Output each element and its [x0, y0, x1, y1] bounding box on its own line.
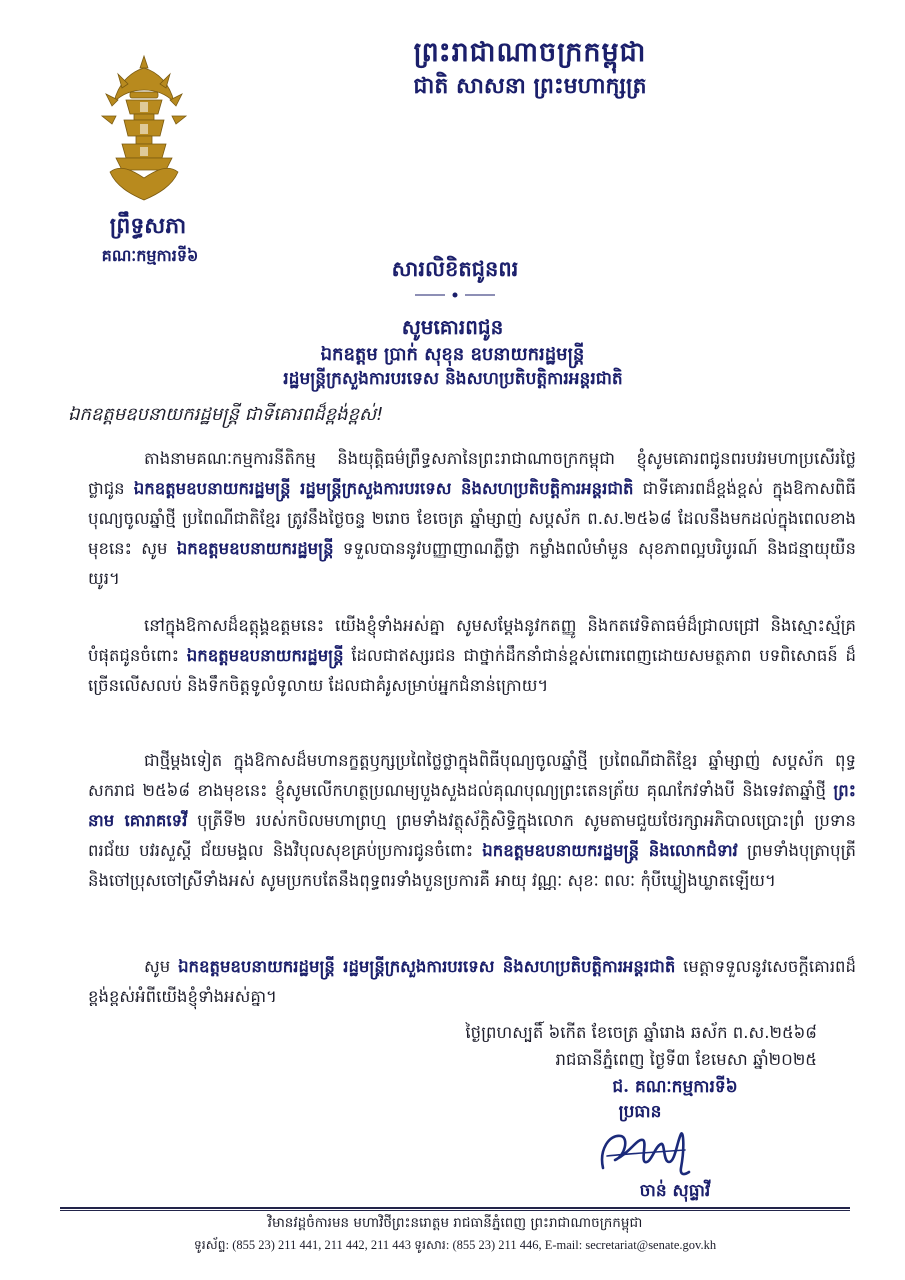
- national-motto-line1: ព្រះរាជាណាចក្រកម្ពុជា: [413, 37, 647, 68]
- date-lunar: ថ្ងៃព្រហស្បតិ៍ ៦កើត ខែចេត្រ ឆ្នាំរោង ឆស័ក ព.ស.២៥៦៨: [465, 1023, 817, 1042]
- salutation: ឯកឧត្តមឧបនាយករដ្ឋមន្ត្រី ជាទីគោរពដ៏ខ្ពង់ខ្ពស់!: [68, 404, 384, 425]
- paragraph-1-text-a: តាងនាមគណៈកម្មការនីតិកម្ម និងយុត្តិធម៌ព្រឹទ្ធសភានៃព្រះរាជាណាចក្រកម្ពុជា ខ្ញុំសូមគោរពជូនពរបវរមហាប្រសើរថ្លៃថ្លាជូន: [88, 449, 856, 498]
- paragraph-3-text-b: បុត្រីទី២ របស់កបិលមហាព្រហ្ម ព្រមទាំងវត្ថុស័ក្តិសិទ្ធិក្នុងលោក សូមតាមជួយថែរក្សាអភិបាលប្រោះព្រំ ប្រទានពរជ័យ បវរសួស្តី ជ័យមង្គល និងវិបុលសុខគ្រប់ប្រការជូនចំពោះ: [88, 811, 856, 860]
- paragraph-4-emphasis: ឯកឧត្តមឧបនាយករដ្ឋមន្ត្រី រដ្ឋមន្ត្រីក្រសួងការបរទេស និងសហប្រតិបត្តិការអន្តរជាតិ: [178, 957, 676, 976]
- paragraph-2-text-b: ដែលជាឥស្សរជន ជាថ្នាក់ដឹកនាំជាន់ខ្ពស់ពោរពេញដោយសមត្ថភាព បទពិសោធន៍ ដ៏ច្រើនលើសលប់ និងទឹកចិត្តទូលំទូលាយ ដែលជាគំរូសម្រាប់អ្នកជំនាន់ក្រោយ។: [88, 646, 856, 695]
- document-title: សារលិខិតជូនពរ: [391, 256, 519, 281]
- signoff-organization: ជ. គណៈកម្មការទី៦: [612, 1077, 738, 1097]
- paragraph-4-text-b: មេត្តាទទួលនូវសេចក្តីគោរពដ៏ខ្ពង់ខ្ពស់អំពីយើងខ្ញុំទាំងអស់គ្នា។: [88, 957, 856, 1006]
- handwritten-signature-icon: [585, 1116, 705, 1186]
- title-ornament-icon: [415, 290, 495, 300]
- paragraph-2-text-a: នៅក្នុងឱកាសដ៏ឧត្តុង្គឧត្តមនេះ យើងខ្ញុំទាំងអស់គ្នា សូមសម្តែងនូវកតញ្ញូ និងកតវេទិតាធម៌ដ៏ជ្រាលជ្រៅ និងស្មោះស្ម័គ្របំផុតជូនចំពោះ: [88, 616, 856, 665]
- paragraph-2-emphasis: ឯកឧត្តមឧបនាយករដ្ឋមន្ត្រី: [186, 646, 344, 665]
- paragraph-4-text-a: សូម: [144, 957, 179, 976]
- commission-name: គណៈកម្មការទី៦: [101, 246, 199, 265]
- addressee-line2: ឯកឧត្តម ប្រាក់ សុខុន ឧបនាយករដ្ឋមន្ត្រី: [320, 344, 585, 365]
- paragraph-3-emphasis-b: ឯកឧត្តមឧបនាយករដ្ឋមន្ត្រី និងលោកជំទាវ: [482, 841, 738, 860]
- institution-name: ព្រឹទ្ធសភា: [109, 213, 187, 239]
- date-solar: រាជធានីភ្នំពេញ ថ្ងៃទី៣ ខែមេសា ឆ្នាំ២០២៥: [555, 1050, 817, 1069]
- paragraph-3-text-a: ជាថ្មីម្តងទៀត ក្នុងឱកាសដ៏មហានក្ខត្តឫក្សប្រពៃថ្លៃថ្លាក្នុងពិធីបុណ្យចូលឆ្នាំថ្មី ប្រពៃណីជាតិខ្មែរ ឆ្នាំម្សាញ់ សប្តស័ក ពុទ្ធសករាជ ២៥៦៨ ខាងមុខនេះ ខ្ញុំសូមលើកហត្ថប្រណម្យបួងសួងដល់គុណបុណ្យព្រះតេនត្រ័យ គុណកែវទាំងបី និងទេវតាឆ្នាំថ្មី: [88, 751, 856, 800]
- paragraph-1-emphasis-a: ឯកឧត្តមឧបនាយករដ្ឋមន្ត្រី រដ្ឋមន្ត្រីក្រសួងការបរទេស និងសហប្រតិបត្តិការអន្តរជាតិ: [133, 479, 634, 498]
- paragraph-3-text-c: ព្រមទាំងបុត្រាបុត្រី និងចៅប្រុសចៅស្រីទាំងអស់ សូមប្រកបតែនឹងពុទ្ធពរទាំងបួនប្រការគឺ អាយុ វណ្ណៈ សុខៈ ពលៈ កុំបីឃ្លៀងឃ្លាតឡើយ។: [88, 841, 856, 890]
- footer-divider-thin: [60, 1210, 850, 1211]
- paragraph-1: [88, 444, 856, 598]
- signer-name: ចាន់ សុធ្ទាវី: [639, 1181, 711, 1201]
- paragraph-1-emphasis-b: ឯកឧត្តមឧបនាយករដ្ឋមន្ត្រី: [176, 539, 334, 558]
- footer-divider: [60, 1207, 850, 1209]
- paragraph-4: [88, 952, 856, 1014]
- paragraph-1-text-b: ជាទីគោរពដ៏ខ្ពង់ខ្ពស់ ក្នុងឱកាសពិធីបុណ្យចូលឆ្នាំថ្មី ប្រពៃណីជាតិខ្មែរ ត្រូវនឹងថ្ងៃចន្ទ ២រោច ខែចេត្រ ឆ្នាំម្សាញ់ សប្តស័ក ព.ស.២៥៦៨ ដែលនឹងមកដល់ក្នុងពេលខាងមុខនេះ សូម: [88, 479, 856, 558]
- signoff-title: ប្រធាន: [618, 1102, 662, 1122]
- footer-contacts: ទូរស័ព្ទ: (855 23) 211 441, 211 442, 211 443 ទូរសារ: (855 23) 211 446, E-mail: secretariat@senate.gov.kh: [193, 1238, 717, 1252]
- paragraph-2: [88, 611, 856, 733]
- paragraph-3-emphasis-a: ព្រះនាម គោរាគទេវី: [88, 781, 856, 830]
- footer-address: វិមានវដ្តចំការមន មហាវិថីព្រះនរោត្តម រាជធានីភ្នំពេញ ព្រះរាជាណាចក្រកម្ពុជា: [267, 1215, 643, 1231]
- paragraph-1-text-c: ទទួលបាននូវបញ្ញាញាណភ្លឺថ្លា កម្លាំងពលំមាំមួន សុខភាពល្អបរិបូរណ៍ និងជន្មាយុយឺនយូរ។: [88, 539, 856, 588]
- paragraph-3: [88, 746, 856, 940]
- addressee-line1: សូមគោរពជូន: [401, 315, 504, 339]
- senate-emblem-icon: [96, 54, 192, 204]
- national-motto-line2: ជាតិ សាសនា ព្រះមហាក្សត្រ: [413, 73, 647, 99]
- addressee-line3: រដ្ឋមន្ត្រីក្រសួងការបរទេស និងសហប្រតិបត្តិការអន្តរជាតិ: [283, 369, 623, 389]
